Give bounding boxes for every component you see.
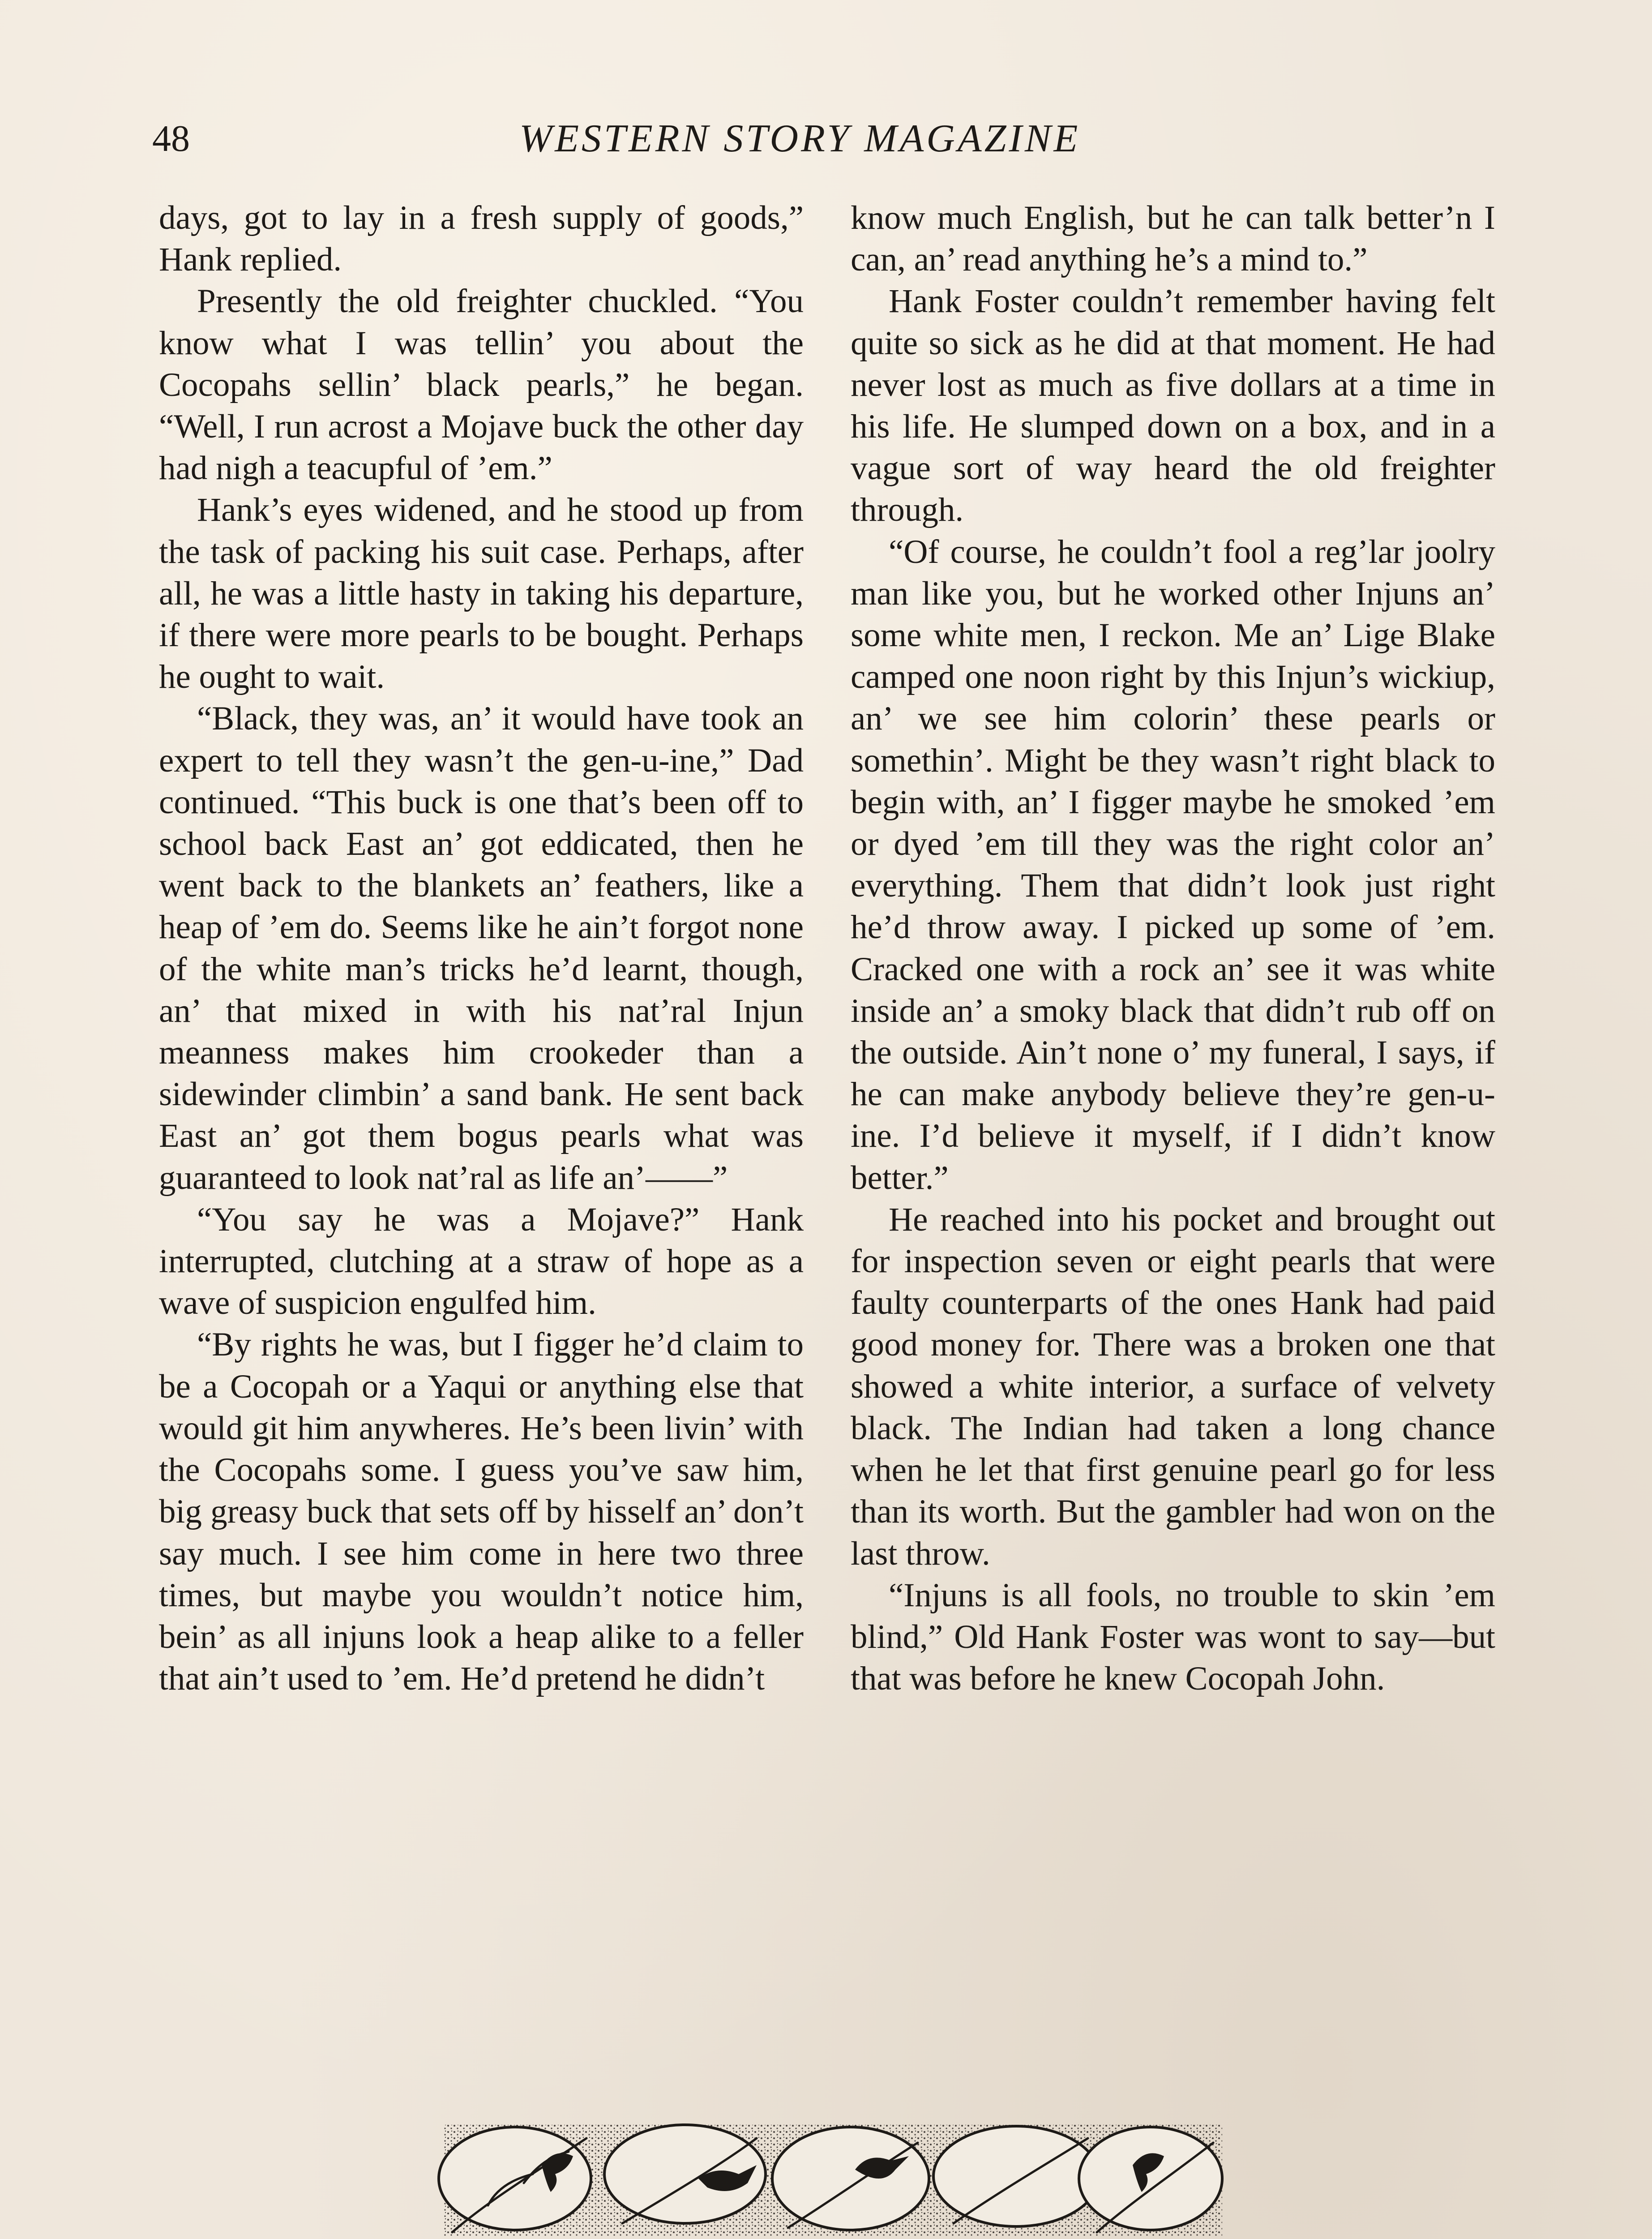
paragraph: days, got to lay in a fresh supply of goods,” Hank replied.	[159, 199, 804, 279]
paragraph: know much English, but he can talk better’n I can, an’ read anything he’s a mind to.”	[851, 199, 1495, 279]
paragraph: “Injuns is all fools, no trouble to skin ’em blind,” Old Hank Foster was wont to say—but that was before he knew Cocopah John.	[851, 1576, 1495, 1698]
bird-ornament	[434, 2111, 1231, 2239]
paragraph: “Black, they was, an’ it would have took an expert to tell they wasn’t the gen-u-ine,” Dad continued. “This buck is one that’s been off to school back East an’ got eddicated, then he went back to the blankets an’ feathers, like a heap of ’em do. Seems like he ain’t forgot none of the white man’s tricks he’d learnt, though, an’ that mixed in with his nat’ral Injun meanness makes him crookeder than a sidewinder climbin’ a sand bank. He sent back East an’ got them bogus pearls what was guaranteed to look nat’ral as life an’——”	[159, 700, 804, 1197]
paragraph: “You say he was a Mojave?” Hank interrupted, clutching at a straw of hope as a wave of suspicion engulfed him.	[159, 1201, 804, 1322]
page-header	[152, 114, 1495, 172]
page-number: 48	[152, 118, 190, 159]
paragraph: He reached into his pocket and brought out for inspection seven or eight pearls that were faulty counterparts of the ones Hank had paid good money for. There was a broken one that showed a white interior, a surface of velvety black. The Indian had taken a long chance when he let that first genuine pearl go for less than its worth. But the gambler had won on the last throw.	[851, 1201, 1495, 1572]
right-column	[851, 197, 1495, 1699]
left-column	[159, 197, 804, 1699]
running-head: WESTERN STORY MAGAZINE	[519, 117, 1081, 160]
paragraph: “Of course, he couldn’t fool a reg’lar joolry man like you, but he worked other Injuns an’ some white men, I reckon. Me an’ Lige Blake camped one noon right by this Injun’s wickiup, an’ we see him colorin’ these pearls or somethin’. Might be they wasn’t right black to begin with, an’ I figger maybe he smoked ’em or dyed ’em till they was the right color an’ everything. Them that didn’t look just right he’d throw away. I picked up some of ’em. Cracked one with a rock an’ see it was white inside an’ a smoky black that didn’t rub off on the outside. Ain’t none o’ my funeral, I says, if he can make anybody believe they’re gen-u-ine. I’d believe it myself, if I didn’t know better.”	[851, 533, 1495, 1197]
paragraph: Hank Foster couldn’t remember having felt quite so sick as he did at that moment. He had never lost as much as five dollars at a time in his life. He slumped down on a box, and in a vague sort of way heard the old freighter through.	[851, 283, 1495, 529]
paragraph: “By rights he was, but I figger he’d claim to be a Cocopah or a Yaqui or anything else that would git him anywheres. He’s been livin’ with the Cocopahs some. I guess you’ve saw him, big greasy buck that sets off by hisself an’ don’t say much. I see him come in here two three times, but maybe you wouldn’t notice him, bein’ as all injuns look a heap alike to a feller that ain’t used to ’em. He’d pretend he didn’t	[159, 1326, 804, 1698]
paragraph: Hank’s eyes widened, and he stood up from the task of packing his suit case. Perhaps, after all, he was a little hasty in taking his departure, if there were more pearls to be bought. Perhaps he ought to wait.	[159, 491, 804, 696]
paragraph: Presently the old freighter chuckled. “You know what I was tellin’ you about the Cocopahs sellin’ black pearls,” he began. “Well, I run acrost a Mojave buck the other day had nigh a teacupful of ’em.”	[159, 283, 804, 487]
